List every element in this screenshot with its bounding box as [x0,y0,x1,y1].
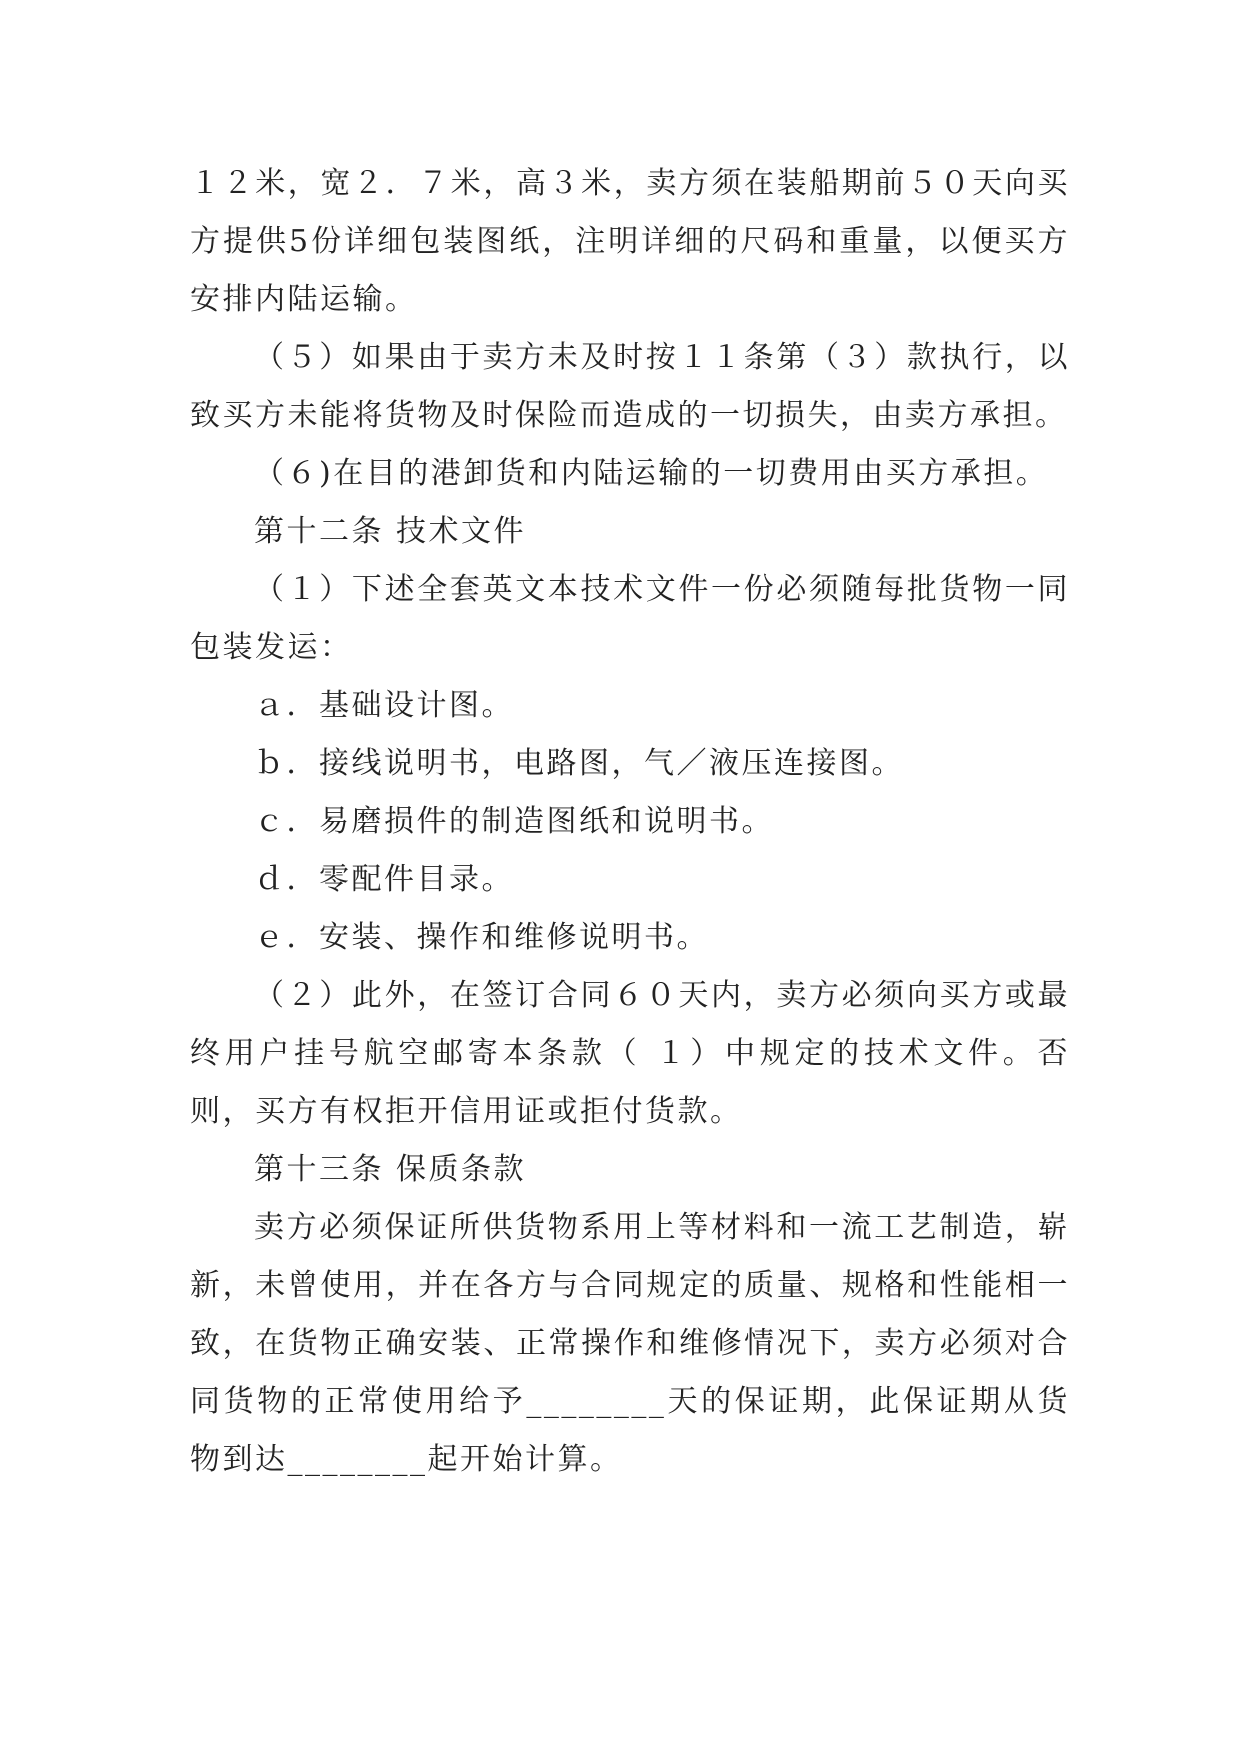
paragraph-packing-size: １２米，宽２．７米，高３米，卖方须在装船期前５０天向买方提供5份详细包装图纸，注明详细的尺码和重量，以便买方安排内陆运输。 [190,166,1070,317]
paragraph-tech-docs-1: （１）下述全套英文本技术文件一份必须随每批货物一同包装发运： [190,572,1070,665]
paragraph-tech-docs-2: （２）此外，在签订合同６０天内，卖方必须向买方或最终用户挂号航空邮寄本条款（ １）中规定的技术文件。否则，买方有权拒开信用证或拒付货款。 [190,978,1070,1129]
list-item-c: ｃ．易磨损件的制造图纸和说明书。 [254,804,774,839]
paragraph-clause-6: （６)在目的港卸货和内陆运输的一切费用由买方承担。 [254,456,1049,491]
list-item-d: ｄ．零配件目录。 [254,862,514,897]
paragraph-clause-5: （５）如果由于卖方未及时按１１条第（３）款执行，以致买方未能将货物及时保险而造成的一切损失，由卖方承担。 [190,340,1070,433]
document-body [190,155,1070,1489]
section-heading-article-12: 第十二条 技术文件 [254,514,527,549]
list-item-b: ｂ．接线说明书，电路图，气／液压连接图。 [254,746,904,781]
list-item-e: ｅ．安装、操作和维修说明书。 [254,920,709,955]
list-item-a: ａ．基础设计图。 [254,688,514,723]
section-heading-article-13: 第十三条 保质条款 [254,1152,527,1187]
paragraph-warranty: 卖方必须保证所供货物系用上等材料和一流工艺制造，崭新，未曾使用，并在各方与合同规定的质量、规格和性能相一致，在货物正确安装、正常操作和维修情况下，卖方必须对合同货物的正常使用给予________天的保证期，此保证期从货物到达________起开始计算。 [190,1210,1070,1477]
